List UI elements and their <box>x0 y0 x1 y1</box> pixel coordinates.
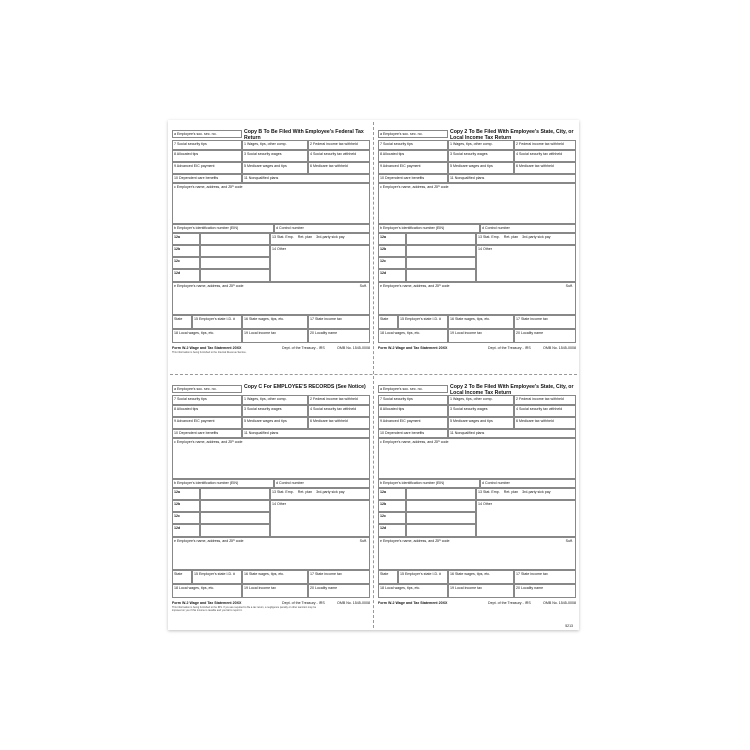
box19-field[interactable] <box>448 584 514 598</box>
box12d-label: 12d <box>380 270 387 275</box>
box13-field[interactable] <box>476 233 576 245</box>
box1-label: 1 Wages, tips, other comp. <box>244 396 287 401</box>
employee-address-label: e Employee's name, address, and ZIP code <box>380 283 450 288</box>
box8-field[interactable] <box>172 405 242 417</box>
box6-label: 6 Medicare tax withheld <box>516 163 554 168</box>
box14-label: 14 Other <box>478 501 492 506</box>
box18-label: 18 Local wages, tips, etc. <box>174 330 215 335</box>
box5-label: 5 Medicare wages and tips <box>450 163 493 168</box>
box14-field[interactable] <box>476 500 576 537</box>
box5-field[interactable] <box>448 417 514 429</box>
box12a-amount[interactable] <box>200 488 270 500</box>
box3-field[interactable] <box>242 405 308 417</box>
omb-number: OMB No. 1545-0008 <box>543 346 576 350</box>
employee-address-label: e Employee's name, address, and ZIP code <box>380 538 450 543</box>
box18-label: 18 Local wages, tips, etc. <box>380 330 421 335</box>
sick-pay-label: 3rd-party sick pay <box>522 489 551 494</box>
ein-field[interactable] <box>378 224 480 233</box>
ssn-label: a Employee's soc. sec. no. <box>174 386 217 391</box>
box18-label: 18 Local wages, tips, etc. <box>174 585 215 590</box>
box1-label: 1 Wages, tips, other comp. <box>244 141 287 146</box>
box18-field[interactable] <box>378 329 448 343</box>
box16-label: 16 State wages, tips, etc. <box>450 316 491 321</box>
box6-label: 6 Medicare tax withheld <box>310 163 348 168</box>
employee-address-field[interactable] <box>378 537 576 570</box>
treasury-label: Dept. of the Treasury - IRS <box>282 346 325 350</box>
employer-address-label: c Employer's name, address, and ZIP code <box>380 184 449 189</box>
employer-address-field[interactable] <box>172 183 370 224</box>
w2-copy-3 <box>172 375 371 625</box>
employer-address-field[interactable] <box>378 183 576 224</box>
box4-field[interactable] <box>308 405 370 417</box>
box12c-amount[interactable] <box>406 257 476 269</box>
box4-field[interactable] <box>514 405 576 417</box>
ein-label: b Employer's identification number (EIN) <box>380 225 445 230</box>
box12c-field[interactable] <box>378 512 406 524</box>
box14-field[interactable] <box>476 245 576 282</box>
box3-label: 3 Social security wages <box>450 151 488 156</box>
control-number-field[interactable] <box>274 479 370 488</box>
box11-field[interactable] <box>448 429 576 438</box>
state-label: State <box>174 316 183 321</box>
box2-field[interactable] <box>308 395 370 405</box>
box13-label: 13 Stat. Emp. <box>478 489 500 494</box>
ein-label: b Employer's identification number (EIN) <box>174 225 239 230</box>
state-field[interactable] <box>172 570 192 584</box>
box12c-label: 12c <box>380 513 386 518</box>
box12a-field[interactable] <box>378 233 406 245</box>
form-name: Form W-2 Wage and Tax Statement 20XX <box>172 601 242 605</box>
box19-label: 19 Local income tax <box>244 330 276 335</box>
box18-label: 18 Local wages, tips, etc. <box>380 585 421 590</box>
box15-field[interactable] <box>192 315 242 329</box>
box6-label: 6 Medicare tax withheld <box>516 418 554 423</box>
box1-label: 1 Wages, tips, other comp. <box>450 396 493 401</box>
box12c-field[interactable] <box>378 257 406 269</box>
box14-label: 14 Other <box>272 501 286 506</box>
box1-label: 1 Wages, tips, other comp. <box>450 141 493 146</box>
box9-label: 9 Advanced EIC payment <box>174 163 215 168</box>
box12b-label: 12b <box>174 246 181 251</box>
box10-label: 10 Dependent care benefits <box>174 175 219 180</box>
copy-title: Copy C For EMPLOYEE'S RECORDS (See Notice) <box>244 384 366 390</box>
omb-number: OMB No. 1545-0008 <box>337 601 370 605</box>
box7-label: 7 Social security tips <box>174 396 207 401</box>
info-notice: This information is being furnished to the IRS. If you are required to file a tax return, a negligence penalty or other sanction may be imposed on you if this income is taxable and you fail to report it. <box>172 606 317 612</box>
box15-field[interactable] <box>398 315 448 329</box>
vertical-perforation <box>373 122 374 628</box>
employer-address-label: c Employer's name, address, and ZIP code <box>174 439 243 444</box>
box7-field[interactable] <box>378 395 448 405</box>
ssn-field[interactable] <box>172 385 242 393</box>
box15-label: 15 Employer's state I.D. # <box>194 571 236 576</box>
box12d-label: 12d <box>380 525 387 530</box>
box10-field[interactable] <box>172 429 242 438</box>
ein-field[interactable] <box>172 479 274 488</box>
box12d-field[interactable] <box>378 269 406 282</box>
box12a-label: 12a <box>174 234 180 239</box>
box12d-amount[interactable] <box>200 524 270 537</box>
state-field[interactable] <box>172 315 192 329</box>
box19-field[interactable] <box>242 329 308 343</box>
ret-plan-label: Ret. plan <box>297 489 313 494</box>
box4-label: 4 Social security tax withheld <box>310 151 357 156</box>
box13-field[interactable] <box>270 488 370 500</box>
box12d-field[interactable] <box>172 524 200 537</box>
employee-address-label: e Employee's name, address, and ZIP code <box>174 283 244 288</box>
box19-field[interactable] <box>448 329 514 343</box>
box17-field[interactable] <box>308 315 370 329</box>
box13-field[interactable] <box>476 488 576 500</box>
box12c-field[interactable] <box>172 512 200 524</box>
box3-field[interactable] <box>242 150 308 162</box>
box16-field[interactable] <box>448 315 514 329</box>
box17-field[interactable] <box>514 570 576 584</box>
box7-label: 7 Social security tips <box>380 141 413 146</box>
box8-label: 8 Allocated tips <box>174 406 199 411</box>
box12a-label: 12a <box>380 234 386 239</box>
box12c-field[interactable] <box>172 257 200 269</box>
box3-label: 3 Social security wages <box>450 406 488 411</box>
box12d-amount[interactable] <box>406 524 476 537</box>
box12b-field[interactable] <box>172 245 200 257</box>
omb-number: OMB No. 1545-0008 <box>543 601 576 605</box>
box8-field[interactable] <box>378 405 448 417</box>
box15-field[interactable] <box>192 570 242 584</box>
box5-label: 5 Medicare wages and tips <box>450 418 493 423</box>
box12a-field[interactable] <box>378 488 406 500</box>
box17-field[interactable] <box>514 315 576 329</box>
box10-label: 10 Dependent care benefits <box>174 430 219 435</box>
box10-label: 10 Dependent care benefits <box>380 175 425 180</box>
box16-label: 16 State wages, tips, etc. <box>244 571 285 576</box>
box11-field[interactable] <box>242 174 370 183</box>
box5-label: 5 Medicare wages and tips <box>244 418 287 423</box>
control-number-field[interactable] <box>274 224 370 233</box>
suffix-label: Suff. <box>359 538 367 543</box>
box1-field[interactable] <box>448 140 514 150</box>
box12b-label: 12b <box>380 246 387 251</box>
box5-field[interactable] <box>448 162 514 174</box>
box12b-amount[interactable] <box>406 245 476 257</box>
box8-label: 8 Allocated tips <box>174 151 199 156</box>
box12a-amount[interactable] <box>406 488 476 500</box>
box20-field[interactable] <box>514 584 576 598</box>
box18-field[interactable] <box>378 584 448 598</box>
employee-address-label: e Employee's name, address, and ZIP code <box>174 538 244 543</box>
box12d-amount[interactable] <box>406 269 476 282</box>
box20-field[interactable] <box>308 584 370 598</box>
box12c-label: 12c <box>174 513 180 518</box>
box19-label: 19 Local income tax <box>450 585 482 590</box>
box10-field[interactable] <box>378 174 448 183</box>
box12b-field[interactable] <box>378 500 406 512</box>
box20-label: 20 Locality name <box>310 585 338 590</box>
ret-plan-label: Ret. plan <box>503 489 519 494</box>
box12b-label: 12b <box>380 501 387 506</box>
w2-copy-1 <box>172 120 371 370</box>
w2-form-sheet <box>168 120 579 630</box>
box8-field[interactable] <box>378 150 448 162</box>
box12b-amount[interactable] <box>200 245 270 257</box>
box16-label: 16 State wages, tips, etc. <box>450 571 491 576</box>
box15-label: 15 Employer's state I.D. # <box>400 316 442 321</box>
box3-label: 3 Social security wages <box>244 151 282 156</box>
box14-label: 14 Other <box>272 246 286 251</box>
suffix-label: Suff. <box>565 283 573 288</box>
box19-label: 19 Local income tax <box>450 330 482 335</box>
box1-field[interactable] <box>242 140 308 150</box>
state-field[interactable] <box>378 570 398 584</box>
box18-field[interactable] <box>172 329 242 343</box>
form-footer <box>378 601 576 605</box>
sick-pay-label: 3rd-party sick pay <box>316 489 345 494</box>
form-name: Form W-2 Wage and Tax Statement 20XX <box>172 346 242 350</box>
w2-copy-4 <box>378 375 577 625</box>
employer-address-field[interactable] <box>172 438 370 479</box>
box16-field[interactable] <box>242 570 308 584</box>
box12d-field[interactable] <box>172 269 200 282</box>
box8-label: 8 Allocated tips <box>380 406 405 411</box>
box15-field[interactable] <box>398 570 448 584</box>
box15-label: 15 Employer's state I.D. # <box>194 316 236 321</box>
box6-field[interactable] <box>514 162 576 174</box>
box12c-amount[interactable] <box>200 512 270 524</box>
box12b-amount[interactable] <box>406 500 476 512</box>
ein-field[interactable] <box>172 224 274 233</box>
box8-label: 8 Allocated tips <box>380 151 405 156</box>
employer-address-label: c Employer's name, address, and ZIP code <box>174 184 243 189</box>
box11-label: 11 Nonqualified plans <box>244 175 279 180</box>
treasury-label: Dept. of the Treasury - IRS <box>282 601 325 605</box>
box13-label: 13 Stat. Emp. <box>478 234 500 239</box>
box9-label: 9 Advanced EIC payment <box>380 418 421 423</box>
box20-field[interactable] <box>514 329 576 343</box>
omb-number: OMB No. 1545-0008 <box>337 346 370 350</box>
box9-field[interactable] <box>172 417 242 429</box>
employee-address-field[interactable] <box>378 282 576 315</box>
copy-title: Copy 2 To Be Filed With Employee's State, City, or Local Income Tax Return <box>450 384 574 396</box>
box20-label: 20 Locality name <box>310 330 338 335</box>
box7-field[interactable] <box>378 140 448 150</box>
employee-address-field[interactable] <box>172 537 370 570</box>
box12a-label: 12a <box>380 489 386 494</box>
box4-label: 4 Social security tax withheld <box>310 406 357 411</box>
treasury-label: Dept. of the Treasury - IRS <box>488 601 531 605</box>
box7-field[interactable] <box>172 140 242 150</box>
box5-label: 5 Medicare wages and tips <box>244 163 287 168</box>
ein-label: b Employer's identification number (EIN) <box>174 480 239 485</box>
control-number-label: d Control number <box>276 225 304 230</box>
box17-label: 17 State income tax <box>310 316 342 321</box>
state-label: State <box>174 571 183 576</box>
ein-label: b Employer's identification number (EIN) <box>380 480 445 485</box>
treasury-label: Dept. of the Treasury - IRS <box>488 346 531 350</box>
sick-pay-label: 3rd-party sick pay <box>522 234 551 239</box>
box20-label: 20 Locality name <box>516 585 544 590</box>
box12a-amount[interactable] <box>406 233 476 245</box>
control-number-label: d Control number <box>276 480 304 485</box>
box12b-label: 12b <box>174 501 181 506</box>
box17-label: 17 State income tax <box>516 571 548 576</box>
box12d-amount[interactable] <box>200 269 270 282</box>
ssn-field[interactable] <box>378 385 448 393</box>
box11-label: 11 Nonqualified plans <box>450 175 485 180</box>
ssn-label: a Employee's soc. sec. no. <box>380 386 423 391</box>
box12c-amount[interactable] <box>200 257 270 269</box>
box5-field[interactable] <box>242 162 308 174</box>
form-footer <box>172 601 370 605</box>
box12a-field[interactable] <box>172 233 200 245</box>
form-name: Form W-2 Wage and Tax Statement 20XX <box>378 346 448 350</box>
box2-label: 2 Federal income tax withheld <box>310 396 358 401</box>
form-footer <box>378 346 576 350</box>
ssn-label: a Employee's soc. sec. no. <box>174 131 217 136</box>
ssn-label: a Employee's soc. sec. no. <box>380 131 423 136</box>
box8-field[interactable] <box>172 150 242 162</box>
box1-field[interactable] <box>448 395 514 405</box>
box12b-field[interactable] <box>172 500 200 512</box>
box10-field[interactable] <box>172 174 242 183</box>
box16-field[interactable] <box>448 570 514 584</box>
box16-label: 16 State wages, tips, etc. <box>244 316 285 321</box>
box11-label: 11 Nonqualified plans <box>450 430 485 435</box>
sick-pay-label: 3rd-party sick pay <box>316 234 345 239</box>
box12a-field[interactable] <box>172 488 200 500</box>
control-number-field[interactable] <box>480 224 576 233</box>
suffix-label: Suff. <box>565 538 573 543</box>
form-footer <box>172 346 370 350</box>
suffix-label: Suff. <box>359 283 367 288</box>
box16-field[interactable] <box>242 315 308 329</box>
box19-field[interactable] <box>242 584 308 598</box>
employee-address-field[interactable] <box>172 282 370 315</box>
ein-field[interactable] <box>378 479 480 488</box>
ret-plan-label: Ret. plan <box>503 234 519 239</box>
box12d-field[interactable] <box>378 524 406 537</box>
info-notice: This information is being furnished to the Internal Revenue Service. <box>172 351 247 354</box>
state-label: State <box>380 316 389 321</box>
employer-address-field[interactable] <box>378 438 576 479</box>
box20-label: 20 Locality name <box>516 330 544 335</box>
box9-label: 9 Advanced EIC payment <box>380 163 421 168</box>
page-code: 5213 <box>565 624 573 628</box>
box4-label: 4 Social security tax withheld <box>516 151 563 156</box>
box13-label: 13 Stat. Emp. <box>272 234 294 239</box>
control-number-label: d Control number <box>482 225 510 230</box>
box14-field[interactable] <box>270 500 370 537</box>
ret-plan-label: Ret. plan <box>297 234 313 239</box>
box12c-amount[interactable] <box>406 512 476 524</box>
box13-field[interactable] <box>270 233 370 245</box>
box4-field[interactable] <box>514 150 576 162</box>
box19-label: 19 Local income tax <box>244 585 276 590</box>
box2-field[interactable] <box>514 395 576 405</box>
box2-field[interactable] <box>514 140 576 150</box>
box3-field[interactable] <box>448 150 514 162</box>
state-field[interactable] <box>378 315 398 329</box>
box17-label: 17 State income tax <box>516 316 548 321</box>
box9-field[interactable] <box>378 417 448 429</box>
box12d-label: 12d <box>174 525 181 530</box>
copy-title: Copy 2 To Be Filed With Employee's State, City, or Local Income Tax Return <box>450 129 574 141</box>
box9-field[interactable] <box>378 162 448 174</box>
box6-field[interactable] <box>308 417 370 429</box>
box12b-field[interactable] <box>378 245 406 257</box>
box20-field[interactable] <box>308 329 370 343</box>
box2-field[interactable] <box>308 140 370 150</box>
box9-label: 9 Advanced EIC payment <box>174 418 215 423</box>
box3-field[interactable] <box>448 405 514 417</box>
box7-label: 7 Social security tips <box>174 141 207 146</box>
box12c-label: 12c <box>380 258 386 263</box>
box1-field[interactable] <box>242 395 308 405</box>
box4-field[interactable] <box>308 150 370 162</box>
box14-field[interactable] <box>270 245 370 282</box>
box11-label: 11 Nonqualified plans <box>244 430 279 435</box>
box12a-amount[interactable] <box>200 233 270 245</box>
w2-copy-2 <box>378 120 577 370</box>
box4-label: 4 Social security tax withheld <box>516 406 563 411</box>
box9-field[interactable] <box>172 162 242 174</box>
box7-field[interactable] <box>172 395 242 405</box>
box11-field[interactable] <box>448 174 576 183</box>
box17-field[interactable] <box>308 570 370 584</box>
box5-field[interactable] <box>242 417 308 429</box>
box10-label: 10 Dependent care benefits <box>380 430 425 435</box>
box12b-amount[interactable] <box>200 500 270 512</box>
box2-label: 2 Federal income tax withheld <box>516 141 564 146</box>
form-name: Form W-2 Wage and Tax Statement 20XX <box>378 601 448 605</box>
box12d-label: 12d <box>174 270 181 275</box>
employer-address-label: c Employer's name, address, and ZIP code <box>380 439 449 444</box>
state-label: State <box>380 571 389 576</box>
box18-field[interactable] <box>172 584 242 598</box>
box17-label: 17 State income tax <box>310 571 342 576</box>
box7-label: 7 Social security tips <box>380 396 413 401</box>
box12a-label: 12a <box>174 489 180 494</box>
box2-label: 2 Federal income tax withheld <box>516 396 564 401</box>
box6-field[interactable] <box>308 162 370 174</box>
ssn-field[interactable] <box>378 130 448 138</box>
box11-field[interactable] <box>242 429 370 438</box>
box6-field[interactable] <box>514 417 576 429</box>
box12c-label: 12c <box>174 258 180 263</box>
control-number-field[interactable] <box>480 479 576 488</box>
box15-label: 15 Employer's state I.D. # <box>400 571 442 576</box>
box10-field[interactable] <box>378 429 448 438</box>
box3-label: 3 Social security wages <box>244 406 282 411</box>
control-number-label: d Control number <box>482 480 510 485</box>
box13-label: 13 Stat. Emp. <box>272 489 294 494</box>
copy-title: Copy B To Be Filed With Employee's Federal Tax Return <box>244 129 364 141</box>
box14-label: 14 Other <box>478 246 492 251</box>
box2-label: 2 Federal income tax withheld <box>310 141 358 146</box>
box6-label: 6 Medicare tax withheld <box>310 418 348 423</box>
ssn-field[interactable] <box>172 130 242 138</box>
